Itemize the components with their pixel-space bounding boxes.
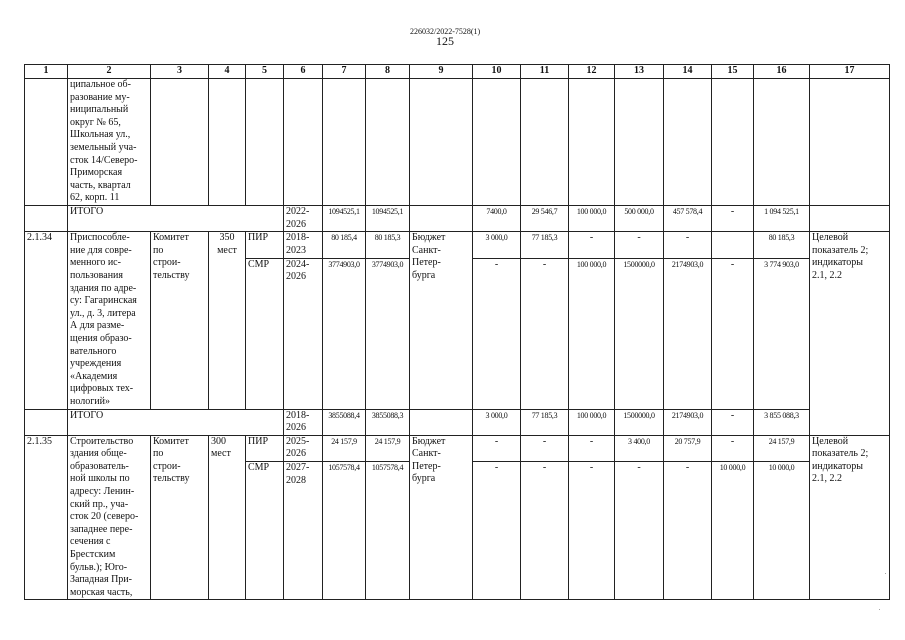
value-cell: 100 000,0	[569, 409, 615, 435]
value-cell: 3 000,0	[473, 232, 521, 258]
column-header: 15	[712, 65, 754, 79]
value-cell: 500 000,0	[615, 206, 664, 232]
scan-mark: ·	[878, 604, 881, 614]
column-header: 13	[615, 65, 664, 79]
value-cell: -	[615, 232, 664, 258]
value-cell: -	[569, 232, 615, 258]
capacity: 350 мест	[209, 232, 246, 409]
customer: Комитет по строи- тельству	[151, 232, 209, 409]
object-name: Приспособле- ние для совре- менного ис- пользования здания по адре- су: Гагаринская ул., д. 3, литера А для разме- щения образо- вательного учреждения «Академия цифровых тех- нологий»	[68, 232, 151, 409]
years-cell: 2018- 2026	[284, 409, 323, 435]
value-cell: -	[473, 462, 521, 600]
document-id: 226032/2022-7528(1)	[410, 27, 481, 36]
value-cell: -	[712, 409, 754, 435]
total-row	[25, 206, 890, 232]
cost-cell: 1094525,1	[366, 206, 410, 232]
column-header: 10	[473, 65, 521, 79]
column-header: 1	[25, 65, 68, 79]
value-cell: 77 185,3	[521, 409, 569, 435]
column-header: 4	[209, 65, 246, 79]
value-cell: -	[712, 435, 754, 462]
value-cell: -	[712, 206, 754, 232]
years-cell: 2018- 2023	[284, 232, 323, 258]
total-row	[25, 409, 890, 435]
column-header: 17	[810, 65, 890, 79]
years-cell: 2025- 2026	[284, 435, 323, 462]
column-header: 11	[521, 65, 569, 79]
value-cell: -	[521, 258, 569, 409]
cost-cell: 3855088,3	[366, 409, 410, 435]
table-row	[25, 435, 890, 462]
cost-cell: 24 157,9	[366, 435, 410, 462]
value-cell: 80 185,3	[754, 232, 810, 258]
capacity: 300 мест	[209, 435, 246, 600]
value-cell: 3 400,0	[615, 435, 664, 462]
value-cell: 2174903,0	[664, 409, 712, 435]
cost-cell: 1094525,1	[323, 206, 366, 232]
value-cell: -	[473, 435, 521, 462]
value-cell: 10 000,0	[712, 462, 754, 600]
budget-table	[24, 64, 890, 600]
value-cell: 3 855 088,3	[754, 409, 810, 435]
value-cell: 1500000,0	[615, 409, 664, 435]
value-cell: 1500000,0	[615, 258, 664, 409]
cost-cell: 80 185,4	[323, 232, 366, 258]
object-name: Строительство здания обще- образователь- ной школы по адресу: Ленин- ский пр., уча- сток 20 (северо- западнее пере- сечения с Брестским бульв.); Юго- Западная При- морская часть,	[68, 435, 151, 600]
total-label: ИТОГО	[68, 409, 284, 435]
customer: Комитет по строи- тельству	[151, 435, 209, 600]
value-cell: -	[664, 232, 712, 258]
column-header: 9	[410, 65, 473, 79]
years-cell: 2024- 2026	[284, 258, 323, 409]
value-cell: 3 774 903,0	[754, 258, 810, 409]
page-number: 125	[436, 34, 454, 48]
indicator: Целевой показатель 2; индикаторы 2.1, 2.2	[810, 435, 890, 600]
value-cell: 29 546,7	[521, 206, 569, 232]
work-type: ПИР	[246, 435, 284, 462]
indicator: Целевой показатель 2; индикаторы 2.1, 2.2	[810, 232, 890, 436]
years-cell: 2022- 2026	[284, 206, 323, 232]
scan-mark: ·	[884, 568, 887, 578]
column-header: 12	[569, 65, 615, 79]
column-header: 8	[366, 65, 410, 79]
value-cell: 77 185,3	[521, 232, 569, 258]
funding-source: Бюджет Санкт- Петер- бурга	[410, 435, 473, 600]
table-row	[25, 232, 890, 258]
column-header: 7	[323, 65, 366, 79]
column-header: 5	[246, 65, 284, 79]
column-header: 3	[151, 65, 209, 79]
cost-cell: 1057578,4	[323, 462, 366, 600]
value-cell: -	[569, 435, 615, 462]
value-cell: 1 094 525,1	[754, 206, 810, 232]
object-name-continued: ципальное об- разование му- ниципальный округ № 65, Школьная ул., земельный уча- сток 14/Северо- Приморская часть, квартал 62, корп. 11	[68, 79, 151, 206]
column-header: 16	[754, 65, 810, 79]
value-cell: 20 757,9	[664, 435, 712, 462]
value-cell: 24 157,9	[754, 435, 810, 462]
cost-cell: 3774903,0	[366, 258, 410, 409]
value-cell: 457 578,4	[664, 206, 712, 232]
value-cell: -	[569, 462, 615, 600]
item-number: 2.1.35	[25, 435, 68, 600]
header-row	[25, 65, 890, 79]
value-cell: 100 000,0	[569, 258, 615, 409]
funding-source: Бюджет Санкт- Петер- бурга	[410, 232, 473, 409]
table-row	[25, 79, 890, 206]
work-type: ПИР	[246, 232, 284, 258]
value-cell: 2174903,0	[664, 258, 712, 409]
value-cell: -	[521, 435, 569, 462]
value-cell	[712, 232, 754, 258]
cost-cell: 3774903,0	[323, 258, 366, 409]
value-cell: 3 000,0	[473, 409, 521, 435]
item-number: 2.1.34	[25, 232, 68, 409]
value-cell: -	[521, 462, 569, 600]
value-cell: -	[712, 258, 754, 409]
value-cell: -	[615, 462, 664, 600]
work-type: СМР	[246, 258, 284, 409]
value-cell: -	[664, 462, 712, 600]
years-cell: 2027- 2028	[284, 462, 323, 600]
value-cell: -	[473, 258, 521, 409]
column-header: 2	[68, 65, 151, 79]
value-cell: 100 000,0	[569, 206, 615, 232]
work-type: СМР	[246, 462, 284, 600]
cost-cell: 80 185,3	[366, 232, 410, 258]
column-header: 14	[664, 65, 712, 79]
column-header: 6	[284, 65, 323, 79]
cost-cell: 3855088,4	[323, 409, 366, 435]
total-label: ИТОГО	[68, 206, 284, 232]
value-cell: 10 000,0	[754, 462, 810, 600]
value-cell: 7400,0	[473, 206, 521, 232]
cost-cell: 1057578,4	[366, 462, 410, 600]
cost-cell: 24 157,9	[323, 435, 366, 462]
